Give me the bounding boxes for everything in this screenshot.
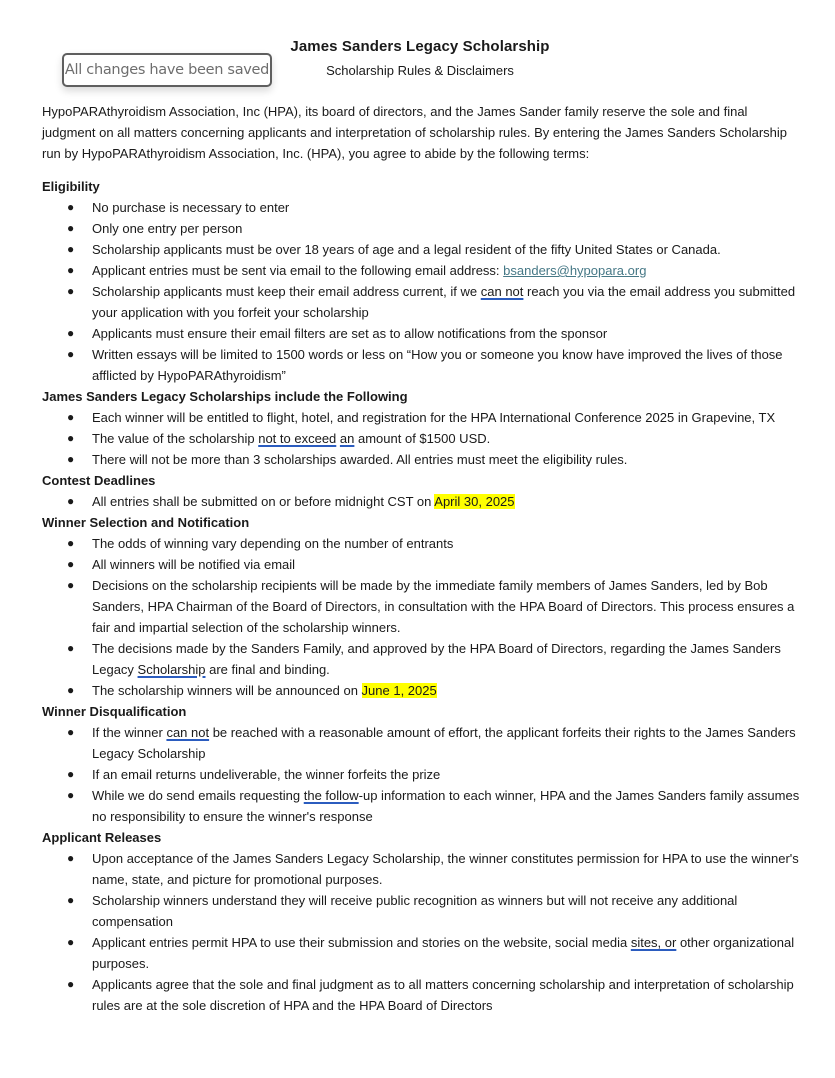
bullet-list [42, 407, 802, 470]
list-item [42, 491, 802, 512]
section-contest-deadlines [42, 470, 802, 512]
section-eligibility [42, 176, 802, 386]
bullet-icon: ● [67, 410, 75, 424]
intro-paragraph: HypoPARAthyroidism Association, Inc (HPA), its board of directors, and the James Sander family reserve the sole and final judgment on all matters concerning applicants and interpretation of scholarship rules. By entering the James Sanders Scholarship run by HypoPARAthyroidism Association, Inc. (HPA), you agree to abide by the following terms: [42, 104, 788, 161]
grammar-flagged-text[interactable]: Scholarship [137, 662, 206, 677]
grammar-flagged-text[interactable]: the follow [303, 788, 359, 803]
item-text: All entries shall be submitted on or before midnight CST on [92, 494, 435, 509]
item-text: Scholarship applicants must be over 18 years of age and a legal resident of the fifty United States or Canada. [92, 242, 721, 257]
item-text: The scholarship winners will be announced on [92, 683, 362, 698]
grammar-flagged-text[interactable]: can not [480, 284, 524, 299]
item-text: All winners will be notified via email [92, 557, 296, 572]
section-heading: Winner Disqualification [42, 704, 187, 719]
bullet-icon: ● [67, 347, 75, 361]
bullet-icon: ● [67, 851, 75, 865]
document-title: James Sanders Legacy Scholarship [290, 38, 550, 55]
item-text: -up information to each winner, HPA and the James Sanders family assumes no responsibility to ensure the winner's response [92, 788, 800, 824]
bullet-icon: ● [67, 578, 75, 592]
item-text: Upon acceptance of the James Sanders Legacy Scholarship, the winner constitutes permission for HPA to use the winner's name, state, and picture for promotional purposes. [92, 851, 799, 887]
bullet-icon: ● [67, 494, 75, 508]
section-heading: Winner Selection and Notification [42, 515, 250, 530]
section-heading: Applicant Releases [42, 830, 162, 845]
bullet-list [42, 722, 802, 827]
section-applicant-releases [42, 827, 802, 1016]
item-text: Applicants agree that the sole and final judgment as to all matters concerning scholarship and interpretation of scholarship rules are at the sole discretion of HPA and the HPA Board of Directors [92, 977, 794, 1013]
bullet-icon: ● [67, 452, 75, 466]
section-winner-selection-and-notification [42, 512, 802, 701]
list-item [42, 575, 802, 638]
list-item [42, 554, 802, 575]
item-text: are final and binding. [205, 662, 330, 677]
item-text: No purchase is necessary to enter [92, 200, 290, 215]
item-text: The odds of winning vary depending on the number of entrants [92, 536, 454, 551]
list-item [42, 890, 802, 932]
document-subtitle: Scholarship Rules & Disclaimers [326, 63, 514, 78]
list-item [42, 533, 802, 554]
list-item [42, 407, 802, 428]
list-item [42, 638, 802, 680]
list-item [42, 449, 802, 470]
list-item [42, 785, 802, 827]
highlighted-date: April 30, 2025 [434, 494, 515, 509]
list-item [42, 197, 802, 218]
item-text: The decisions made by the Sanders Family, and approved by the HPA Board of Directors, regarding the James Sanders Legacy [92, 641, 781, 677]
bullet-icon: ● [67, 725, 75, 739]
item-text: While we do send emails requesting [92, 788, 304, 803]
item-text: There will not be more than 3 scholarships awarded. All entries must meet the eligibility rules. [92, 452, 628, 467]
item-text: amount of $1500 USD. [354, 431, 491, 446]
list-item [42, 680, 802, 701]
bullet-icon: ● [67, 557, 75, 571]
item-text: Each winner will be entitled to flight, hotel, and registration for the HPA International Conference 2025 in Grapevine, TX [92, 410, 776, 425]
bullet-icon: ● [67, 326, 75, 340]
list-item [42, 218, 802, 239]
list-item [42, 848, 802, 890]
bullet-icon: ● [67, 200, 75, 214]
list-item [42, 260, 802, 281]
item-text: Only one entry per person [92, 221, 243, 236]
item-text: Applicant entries permit HPA to use their submission and stories on the website, social media [92, 935, 631, 950]
item-text: If an email returns undeliverable, the winner forfeits the prize [92, 767, 441, 782]
bullet-icon: ● [67, 977, 75, 991]
grammar-flagged-text[interactable]: an [339, 431, 355, 446]
bullet-icon: ● [67, 641, 75, 655]
item-text: reach you via the email address you submitted your application with you forfeit your scholarship [92, 284, 796, 320]
email-link[interactable]: bsanders@hypopara.org [503, 263, 647, 278]
bullet-icon: ● [67, 767, 75, 781]
item-text: Applicants must ensure their email filters are set as to allow notifications from the sponsor [92, 326, 608, 341]
highlighted-date: June 1, 2025 [361, 683, 437, 698]
list-item [42, 323, 802, 344]
bullet-icon: ● [67, 284, 75, 298]
grammar-flagged-text[interactable]: not to exceed [258, 431, 337, 446]
list-item [42, 722, 802, 764]
bullet-list [42, 848, 802, 1016]
item-text: Written essays will be limited to 1500 words or less on “How you or someone you know have improved the lives of those afflicted by HypoPARAthyroidism” [92, 347, 783, 383]
item-text: If the winner [92, 725, 167, 740]
list-item [42, 428, 802, 449]
grammar-flagged-text[interactable]: sites, or [630, 935, 677, 950]
item-text: Applicant entries must be sent via email to the following email address: [92, 263, 504, 278]
bullet-icon: ● [67, 431, 75, 445]
item-text: Scholarship winners understand they will receive public recognition as winners but will not receive any additional compensation [92, 893, 738, 929]
bullet-icon: ● [67, 788, 75, 802]
bullet-list [42, 197, 802, 386]
bullet-icon: ● [67, 242, 75, 256]
bullet-icon: ● [67, 263, 75, 277]
bullet-list [42, 491, 802, 512]
save-status-toast: All changes have been saved [62, 53, 272, 87]
list-item [42, 932, 802, 974]
bullet-icon: ● [67, 683, 75, 697]
section-james-sanders-legacy-scholarships-include-the-following [42, 386, 802, 470]
bullet-icon: ● [67, 221, 75, 235]
bullet-icon: ● [67, 935, 75, 949]
bullet-icon: ● [67, 536, 75, 550]
section-heading: Contest Deadlines [42, 473, 156, 488]
grammar-flagged-text[interactable]: can not [166, 725, 210, 740]
list-item [42, 344, 802, 386]
section-winner-disqualification [42, 701, 802, 827]
section-heading: James Sanders Legacy Scholarships include the Following [42, 389, 408, 404]
bullet-list [42, 533, 802, 701]
list-item [42, 974, 802, 1016]
item-text: other organizational purposes. [92, 935, 795, 971]
item-text: be reached with a reasonable amount of effort, the applicant forfeits their rights to the James Sanders Legacy Scholarship [92, 725, 796, 761]
list-item [42, 764, 802, 785]
list-item [42, 281, 802, 323]
bullet-icon: ● [67, 893, 75, 907]
section-heading: Eligibility [42, 179, 100, 194]
document-body [42, 176, 802, 1016]
item-text: Decisions on the scholarship recipients will be made by the immediate family members of James Sanders, led by Bob Sanders, HPA Chairman of the Board of Directors, in consultation with the HPA Board of Directors. This process ensures a fair and impartial selection of the scholarship winners. [92, 578, 795, 635]
item-text: The value of the scholarship [92, 431, 259, 446]
list-item [42, 239, 802, 260]
item-text: Scholarship applicants must keep their email address current, if we [92, 284, 481, 299]
